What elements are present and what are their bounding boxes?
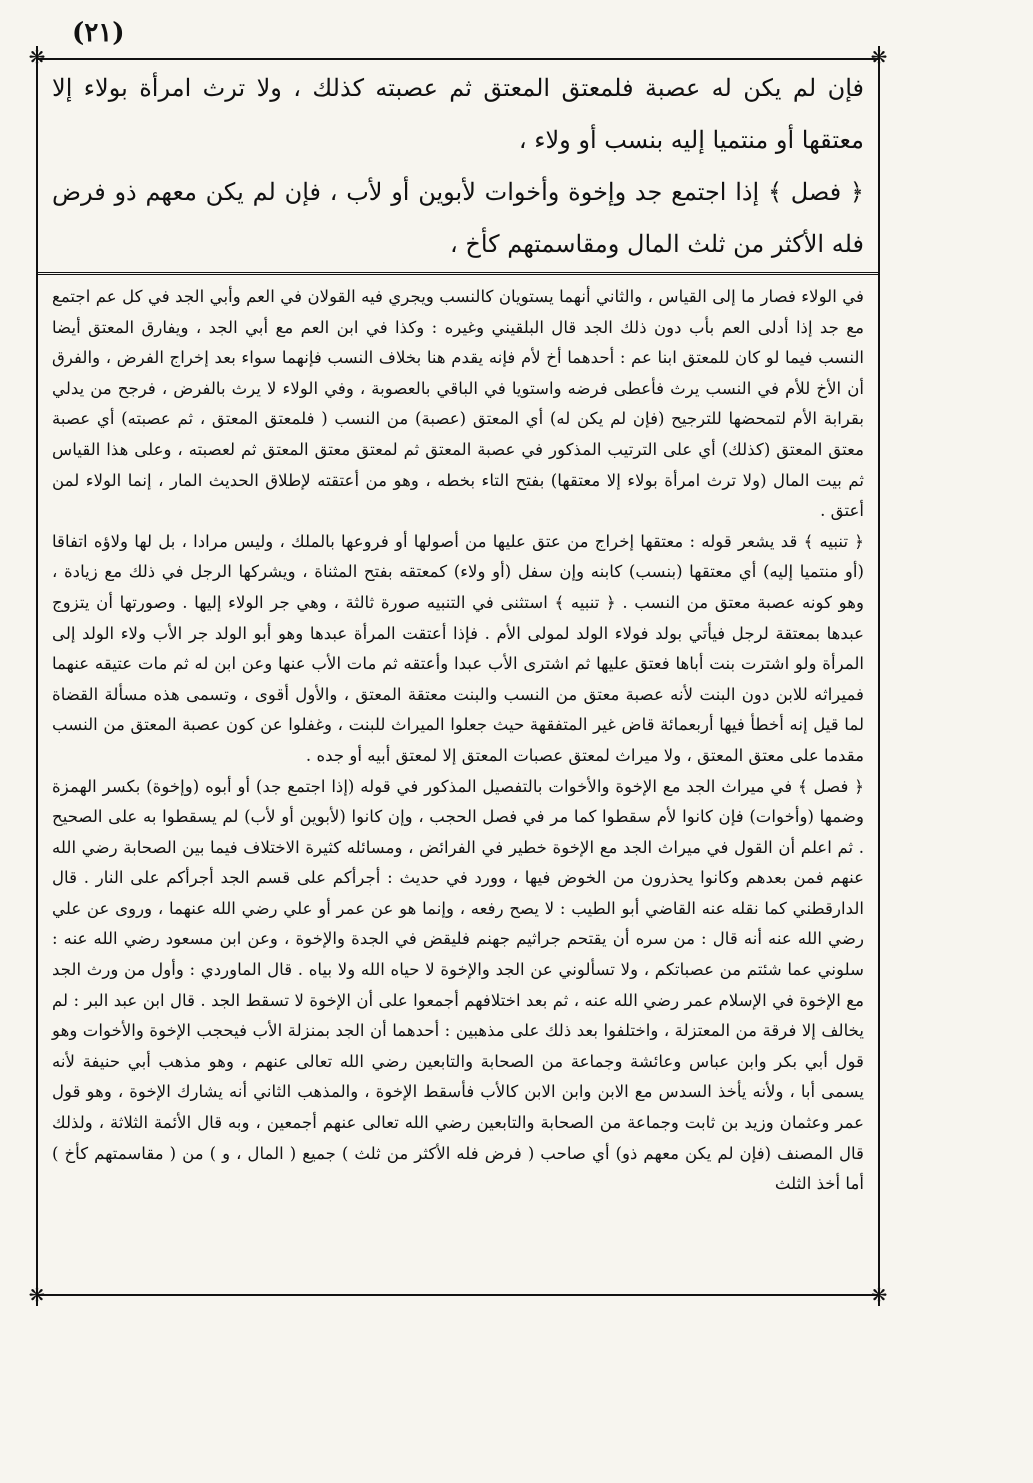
matn-paragraph: فإن لم يكن له عصبة فلمعتق المعتق ثم عصبته كذلك ، ولا ترث امرأة بولاء إلا معتقها أو منتميا إليه بنسب أو ولاء ، — [52, 74, 864, 154]
matn-separator-rule — [36, 272, 878, 275]
commentary-paragraph: في الولاء فصار ما إلى القياس ، والثاني أنهما يستويان كالنسب ويجري فيه القولان في العم وأبي الجد في كل عم اجتمع مع جد إذا أدلى العم بأب دون ذلك الجد قال البلقيني وغيره : وكذا في ابن العم مع أبي الجد ، ويفارق المعتق أيضا النسب فيما لو كان للمعتق ابنا عم : أحدهما أخ لأم فإنه يقدم هنا بخلاف النسب فإنهما سواء بعد إخراج الفرض ، والفرق أن الأخ للأم في النسب يرث فأعطى فرضه واستويا في الباقي بالعصوبة ، وفي الولاء لا يرث بالفرض ، فرجح من يدلي بقرابة الأم لتمحضها للترجيح (فإن لم يكن له) أي المعتق (عصبة) من النسب ( فلمعتق المعتق ، ثم عصبته) أي عصبة معتق المعتق (كذلك) أي على الترتيب المذكور في عصبة المعتق ثم لمعتق معتق المعتق ثم لعصبته ، وعلى هذا القياس ثم بيت المال (ولا ترث امرأة بولاء إلا معتقها) بفتح التاء بخطه ، وهو من أعتقته لإطلاق الحديث المار ، إنما الولاء لمن أعتق . — [52, 287, 864, 521]
corner-ornament-icon: ❋ — [870, 1283, 888, 1307]
matn-paragraph: ﴿ فصل ﴾ إذا اجتمع جد وإخوة وأخوات لأبوين أو لأب ، فإن لم يكن معهم ذو فرض فله الأكثر من ثلث المال ومقاسمتهم كأخ ، — [52, 178, 864, 258]
corner-ornament-icon: ❋ — [28, 1283, 46, 1307]
commentary-paragraph: ﴿ تنبيه ﴾ قد يشعر قوله : معتقها إخراج من عتق عليها من أصولها أو فروعها بالملك ، وليس مرادا ، بل لها ولاؤه اتفاقا (أو منتميا إليه) أي معتقها (بنسب) كابنه وإن سفل (أو ولاء) كمعتقه بفتح المثناة ، ويشركها الرجل في ذلك مع زيادة ، وهو كونه عصبة معتق من النسب . ﴿ تنبيه ﴾ استثنى في التنبيه صورة ثالثة ، وهي جر الولاء إليها . وصورتها أن يتزوج عبدها بمعتقة لرجل فيأتي بولد فولاء الولد لمولى الأم . فإذا أعتقت المرأة عبدها وهو أبو الولد جر الأب ولاء الولد إلى المرأة ولو اشترت بنت أباها فعتق عليها ثم اشترى الأب عبدا وأعتقه ثم مات الأب عنها وعن ابن له ثم مات عتيقه عنهما فميراثه للابن دون البنت لأنه عصبة معتق من النسب والبنت معتقة المعتق ، والأول أقوى ، وتسمى هذه مسألة القضاة لما قيل إنه أخطأ فيها أربعمائة قاض غير المتفقهة حيث جعلوا الميراث للبنت ، وغفلوا عن كون عصبة المعتق من النسب مقدما على معتق المعتق ، ولا ميراث لمعتق عصبات المعتق إلا لمعتق أبيه أو جده . — [52, 531, 864, 765]
corner-ornament-icon: ❋ — [870, 45, 888, 69]
bottom-rule — [36, 1294, 878, 1296]
commentary-paragraph: ﴿ فصل ﴾ في ميراث الجد مع الإخوة والأخوات بالتفصيل المذكور في قوله (إذا اجتمع جد) أو أبوه (وإخوة) بكسر الهمزة وضمها (وأخوات) فإن كانوا لأم سقطوا كما مر في فصل الحجب ، وإن كانوا (لأبوين أو لأب) لم يسقطوا به على الصحيح . ثم اعلم أن القول في ميراث الجد مع الإخوة خطير في الفرائض ، ومسائله كثيرة الاختلاف فيما بين الصحابة رضي الله عنهم فمن بعدهم وكانوا يحذرون من الخوض فيها ، وورد في حديث : أجرأكم على قسم الجد أجرأكم على النار . قال الدارقطني كما نقله عنه القاضي أبو الطيب : لا يصح رفعه ، وإنما هو عن عمر أو علي رضي الله عنهما ، وروى عن علي رضي الله عنه أنه قال : من سره أن يقتحم جراثيم جهنم فليقض في الجدة والإخوة ، وعن ابن مسعود رضي الله عنه : سلوني عما شئتم من عصباتكم ، ولا تسألوني عن الجد والإخوة لا حياه الله ولا بياه . قال الماوردي : وأول من ورث الجد مع الإخوة في الإسلام عمر رضي الله عنه ، ثم بعد اختلافهم أجمعوا على أن الإخوة لا تسقط الجد . قال ابن عبد البر : لم يخالف إلا فرقة من المعتزلة ، واختلفوا بعد ذلك على مذهبين : أحدهما أن الجد بمنزلة الأب فيحجب الإخوة والأخوات وهو قول أبي بكر وابن عباس وعائشة وجماعة من الصحابة والتابعين رضي الله تعالى عنهم ، وهو مذهب أبي حنيفة لأنه يسمى أبا ، ولأنه يأخذ السدس مع الابن وابن الابن كالأب فأسقط الإخوة ، والمذهب الثاني أنه يشارك الإخوة ، وهو قول عمر وعثمان وزيد بن ثابت وجماعة من الصحابة والتابعين رضي الله تعالى عنهم أجمعين ، وبه قال الأئمة الثلاثة ، ولذلك قال المصنف (فإن لم يكن معهم ذو) أي صاحب ( فرض فله الأكثر من ثلث ) جميع ( المال ، و ) من ( مقاسمتهم كأخ ) أما أخذ الثلث — [52, 776, 864, 1194]
page-number: (٢١) — [72, 18, 125, 48]
matn-text-block — [52, 62, 864, 270]
commentary-text-block — [52, 282, 864, 1290]
top-rule — [36, 58, 878, 60]
corner-ornament-icon: ❋ — [28, 45, 46, 69]
